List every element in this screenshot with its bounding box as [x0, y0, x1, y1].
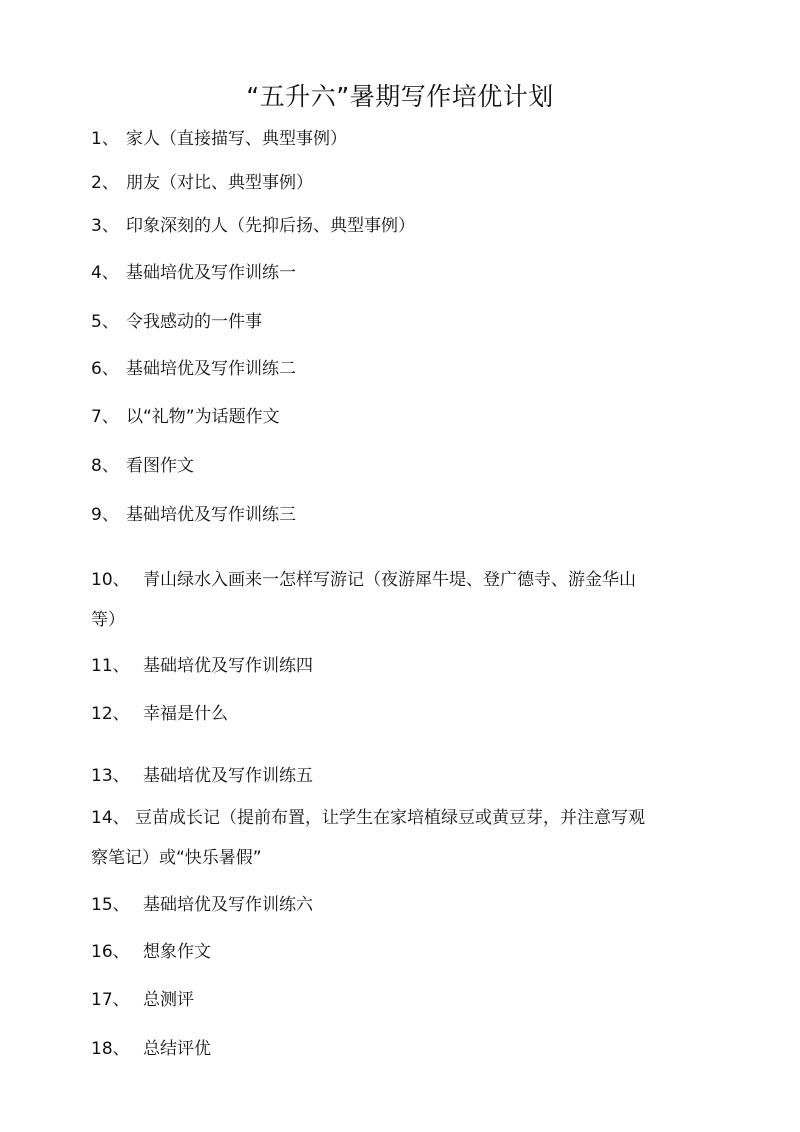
list-item-12: [91, 702, 228, 726]
item-text: 想象作文: [143, 942, 211, 962]
item-number: 12、: [91, 704, 130, 724]
item-number: 1、: [91, 129, 119, 149]
item-number: 16、: [91, 942, 130, 962]
item-text: 以“礼物”为话题作文: [126, 407, 280, 427]
item-text: 基础培优及写作训练五: [143, 766, 313, 786]
list-item-13: [91, 764, 313, 788]
item-number: 17、: [91, 990, 130, 1010]
item-number: 2、: [91, 173, 119, 193]
item-number: 18、: [91, 1039, 130, 1059]
list-item-1: [91, 127, 347, 151]
item-text: 令我感动的一件事: [126, 312, 262, 332]
item-number: 5、: [91, 312, 119, 332]
list-item-4: [91, 261, 296, 285]
list-item-18: [91, 1037, 211, 1061]
item-number: 9、: [91, 505, 119, 525]
item-text: 基础培优及写作训练一: [126, 263, 296, 283]
item-number: 3、: [91, 216, 119, 236]
item-number: 10、: [91, 570, 130, 590]
item-text: 幸福是什么: [143, 704, 228, 724]
item-text: 基础培优及写作训练三: [126, 505, 296, 525]
list-item-3: [91, 214, 415, 238]
item-number: 11、: [91, 656, 130, 676]
list-item-15: [91, 893, 313, 917]
item-text-continuation: 察笔记）或“快乐暑假”: [91, 848, 262, 868]
item-number: 13、: [91, 766, 130, 786]
list-item-6: [91, 357, 296, 381]
item-number: 14、: [91, 808, 130, 828]
item-number: 6、: [91, 359, 119, 379]
item-text: 朋友（对比、典型事例）: [126, 173, 313, 193]
item-number: 4、: [91, 263, 119, 283]
item-number: 15、: [91, 895, 130, 915]
item-text: 基础培优及写作训练六: [143, 895, 313, 915]
list-item-10: [91, 568, 636, 630]
item-text: 总结评优: [143, 1039, 211, 1059]
item-text: 印象深刻的人（先抑后扬、典型事例）: [126, 216, 415, 236]
list-item-7: [91, 405, 280, 429]
item-number: 7、: [91, 407, 119, 427]
list-item-8: [91, 454, 194, 478]
item-text: 总测评: [143, 990, 194, 1010]
item-text: 看图作文: [126, 456, 194, 476]
list-item-11: [91, 654, 313, 678]
item-text-continuation: 等）: [91, 610, 125, 630]
document-title: “五升六”暑期写作培优计划: [246, 82, 554, 111]
list-item-5: [91, 310, 262, 334]
list-item-9: [91, 503, 296, 527]
item-text: 青山绿水入画来一怎样写游记（夜游犀牛堤、登广德寺、游金华山: [143, 570, 636, 590]
item-text: 基础培优及写作训练四: [143, 656, 313, 676]
list-item-17: [91, 988, 194, 1012]
item-text: 豆苗成长记（提前布置，让学生在家培植绿豆或黄豆芽，并注意写观: [135, 808, 645, 828]
item-text: 基础培优及写作训练二: [126, 359, 296, 379]
item-text: 家人（直接描写、典型事例）: [126, 129, 347, 149]
item-number: 8、: [91, 456, 119, 476]
list-item-14: [91, 806, 645, 868]
list-item-16: [91, 940, 211, 964]
list-item-2: [91, 171, 313, 195]
